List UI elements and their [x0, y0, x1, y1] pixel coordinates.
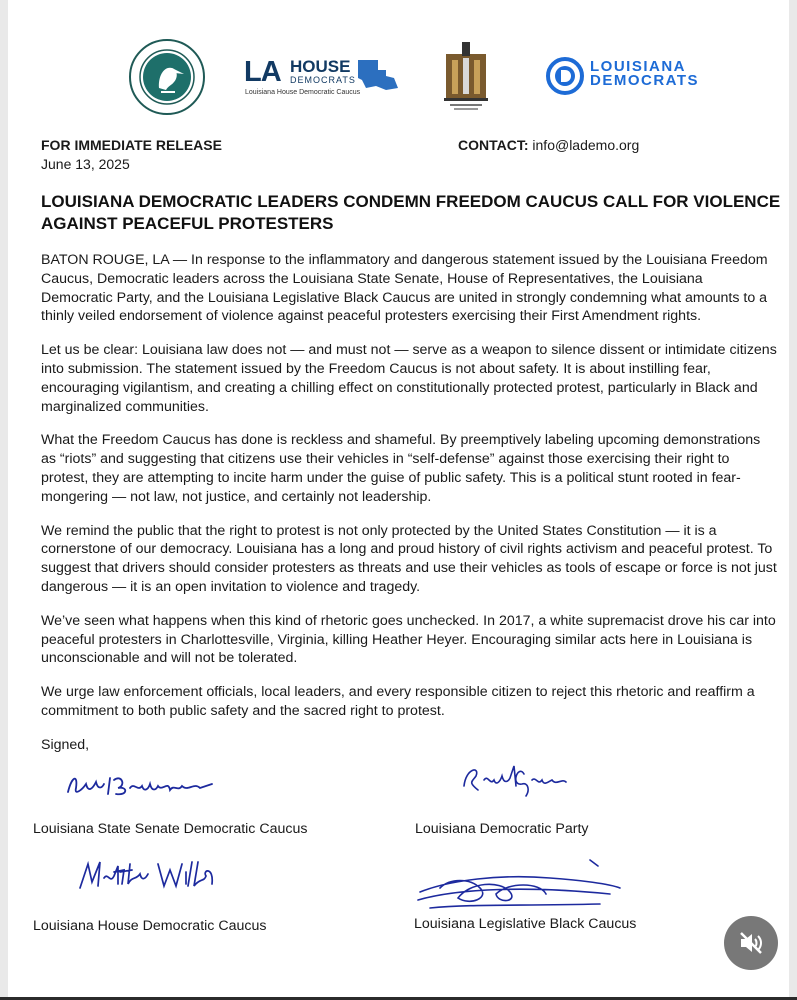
release-date: June 13, 2025	[41, 156, 130, 172]
legislative-black-caucus-logo	[440, 42, 492, 112]
party-logo-line2: DEMOCRATS	[590, 72, 700, 89]
paragraph-3: What the Freedom Caucus has done is reckless and shameful. By preemptively labeling upcoming demonstrations as “riots” and suggesting that citizens use their vehicles in “self-defense” against those exercising their right to protest, they are attempting to incite harm under the guise of public safety. This is a political stunt rooted in fear-mongering — not law, not justice, and certainly not leadership.	[41, 432, 761, 505]
paragraph-1: BATON ROUGE, LA — In response to the inflammatory and dangerous statement issued by the Louisiana Freedom Caucus, Democratic leaders across the Louisiana State Senate, House of Representatives, the Louisiana Democratic Party, and the Louisiana Legislative Black Caucus are united in strongly condemning what amounts to a thinly veiled endorsement of violence against peaceful protesters exercising their First Amendment rights.	[41, 252, 768, 325]
senate-caucus-logo	[128, 38, 206, 116]
house-logo-house: HOUSE	[290, 57, 351, 76]
house-logo-la: LA	[244, 56, 281, 88]
louisiana-democrats-logo	[546, 56, 706, 96]
paragraph-5: We’ve seen what happens when this kind of rhetoric goes unchecked. In 2017, a white supremacist drove his car into peaceful protesters in Charlottesville, Virginia, killing Heather Heyer. Encouraging similar acts here in Louisiana is unconscionable and will not be tolerated.	[41, 612, 776, 667]
speaker-muted-icon	[737, 929, 765, 957]
contact-info	[458, 136, 639, 155]
signature-democratic-party	[458, 760, 578, 800]
release-info	[41, 136, 222, 174]
signatory-house-caucus: Louisiana House Democratic Caucus	[33, 918, 267, 934]
house-logo-democrats: DEMOCRATS	[290, 75, 356, 85]
signatory-democratic-party: Louisiana Democratic Party	[415, 821, 589, 837]
party-logo-line1: LOUISIANA	[590, 58, 686, 75]
contact-label: CONTACT:	[458, 137, 529, 153]
paragraph-6: We urge law enforcement officials, local leaders, and every responsible citizen to reject this rhetoric and reaffirm a commitment to both public safety and the sacred right to protest.	[41, 684, 755, 719]
louisiana-map-icon	[356, 58, 400, 92]
capitol-building-icon	[440, 42, 492, 112]
signature-senate-caucus	[64, 766, 224, 800]
party-logo-text	[590, 60, 699, 88]
paragraph-4: We remind the public that the right to protest is not only protected by the United States Constitution — it is a cornerstone of our democracy. Louisiana has a long and proud history of civil rights activism and peaceful protest. To suggest that drivers should consider protesters as threats and use their vehicles as tools of escape or force is not just dangerous — it is an open invitation to violence and tragedy.	[41, 522, 777, 595]
press-release-page	[8, 0, 789, 997]
release-body	[41, 251, 777, 736]
mute-button[interactable]	[724, 916, 778, 970]
paragraph-2: Let us be clear: Louisiana law does not — and must not — serve as a weapon to silence dissent or intimidate citizens into submission. The statement issued by the Freedom Caucus is not about safety. It is about instilling fear, encouraging vigilantism, and creating a chilling effect on constitutionally protected protest, particularly in Black and marginalized communities.	[41, 342, 777, 415]
release-label: FOR IMMEDIATE RELEASE	[41, 137, 222, 153]
signatory-senate-caucus: Louisiana State Senate Democratic Caucus	[33, 821, 308, 837]
la-house-democrats-logo	[244, 56, 402, 100]
contact-email: info@lademo.org	[532, 137, 640, 153]
signature-house-caucus	[74, 856, 234, 896]
party-d-icon	[546, 56, 586, 96]
signed-label: Signed,	[41, 737, 90, 753]
signatory-black-caucus: Louisiana Legislative Black Caucus	[414, 916, 637, 932]
house-logo-subtitle: Louisiana House Democratic Caucus	[245, 89, 361, 96]
headline: LOUISIANA DEMOCRATIC LEADERS CONDEMN FREEDOM CAUCUS CALL FOR VIOLENCE AGAINST PEACEFUL PROTESTERS	[41, 192, 781, 233]
pelican-seal-icon	[128, 38, 206, 116]
